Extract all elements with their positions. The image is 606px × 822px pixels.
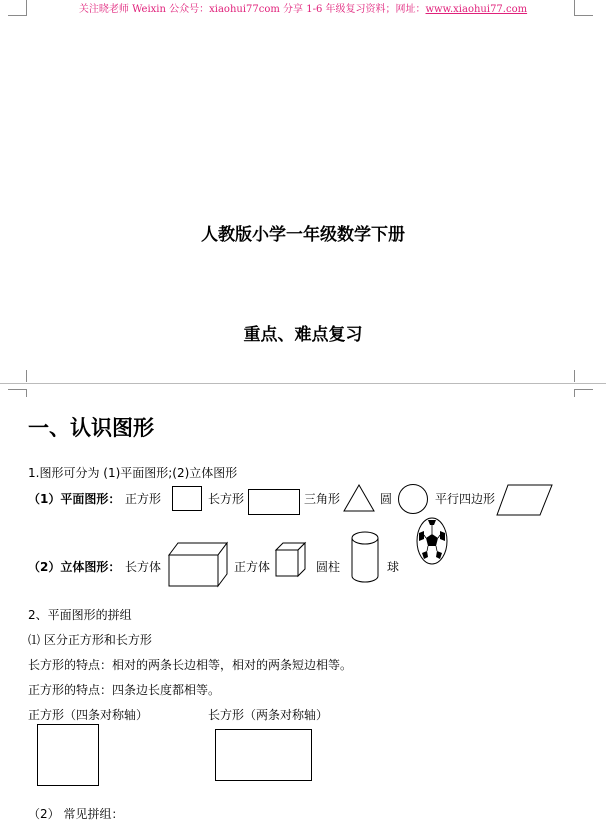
header-promo-text: 关注晓老师 Weixin 公众号：xiaohui77com 分享 1-6 年级复习资料；网址：	[78, 4, 426, 15]
triangle-label: 三角形	[304, 492, 341, 506]
common-composition-heading: （2） 常见拼组：	[28, 807, 124, 821]
circle-label: 圆	[380, 492, 393, 506]
distinguish-subheading: ⑴ 区分正方形和长方形	[28, 633, 152, 647]
cylinder-label: 圆柱	[316, 560, 341, 574]
page-break	[0, 383, 606, 384]
crop-mark	[574, 0, 575, 15]
plane-shapes-label: （1）平面图形：	[28, 492, 121, 506]
sphere-label: 球	[387, 560, 400, 574]
solid-shapes-label: （2）立体图形：	[28, 560, 121, 574]
rectangle-axes-caption: 长方形（两条对称轴）	[208, 708, 329, 722]
header-promo-url[interactable]: www.xiaohui77.com	[425, 4, 528, 15]
parallelogram-label: 平行四边形	[435, 492, 496, 506]
crop-mark	[8, 389, 27, 390]
square-figure	[37, 724, 100, 787]
cube-label: 正方体	[234, 560, 271, 574]
sphere-shape	[416, 517, 448, 565]
crop-mark	[26, 370, 27, 382]
document-subtitle: 重点、难点复习	[243, 325, 363, 345]
circle-shape	[398, 484, 429, 515]
rectangle-figure	[215, 729, 313, 782]
cube-shape	[275, 542, 306, 577]
parallelogram-shape	[496, 484, 553, 516]
triangle-shape	[343, 484, 375, 512]
rectangle-feature: 长方形的特点：相对的两条长边相等，相对的两条短边相等。	[28, 658, 353, 672]
cuboid-label: 长方体	[125, 560, 162, 574]
plane-composition-heading: 2、平面图形的拼组	[28, 608, 132, 622]
crop-mark	[26, 0, 27, 15]
crop-mark	[574, 389, 575, 397]
crop-mark	[8, 15, 27, 16]
rectangle-label: 长方形	[208, 492, 245, 506]
crop-mark	[574, 389, 593, 390]
square-label: 正方形	[125, 492, 162, 506]
cylinder-shape	[351, 531, 379, 583]
square-shape	[172, 486, 203, 512]
square-feature: 正方形的特点：四条边长度都相等。	[28, 683, 221, 697]
shape-categories-line: 1.图形可分为 (1)平面图形;(2)立体图形	[28, 466, 238, 480]
section-heading: 一、认识图形	[28, 415, 154, 440]
square-axes-caption: 正方形（四条对称轴）	[28, 708, 149, 722]
document-title: 人教版小学一年级数学下册	[201, 225, 405, 245]
crop-mark	[574, 370, 575, 382]
cuboid-shape	[167, 541, 229, 587]
crop-mark	[574, 15, 593, 16]
crop-mark	[26, 389, 27, 397]
header-promo	[0, 0, 606, 15]
rectangle-shape	[248, 489, 301, 516]
